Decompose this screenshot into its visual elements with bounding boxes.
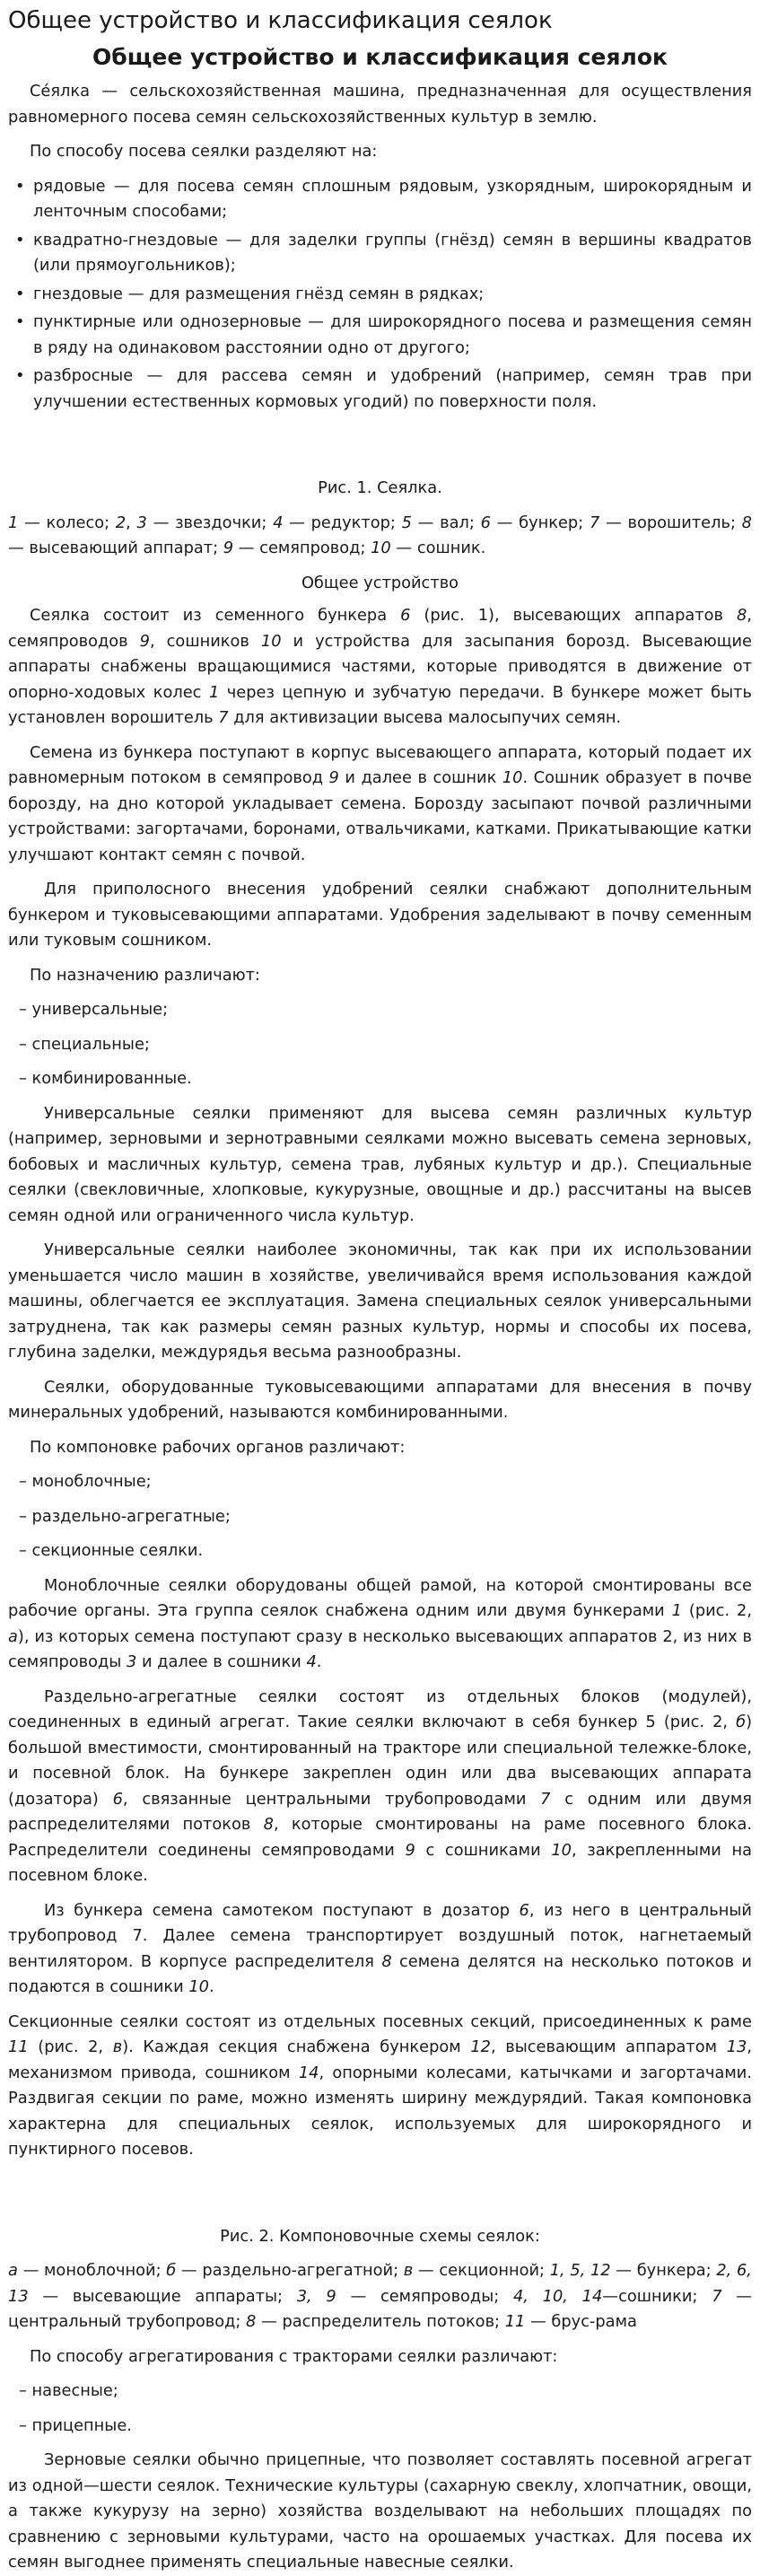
layout-label: По компоновке рабочих органов различают: [30, 1437, 406, 1457]
italic-reference: б [166, 2261, 177, 2280]
italic-reference: 8 [381, 1951, 392, 1971]
italic-reference: 1 [208, 682, 220, 702]
figure-2-caption: Рис. 2. Компоновочные схемы сеялок: [220, 2226, 540, 2246]
figure-1-caption: Рис. 1. Сеялка. [318, 478, 442, 497]
paragraph-monoblock: Моноблочные сеялки оборудованы общей рамой, на которой смонтированы все рабочие органы. Эта группа сеялок снабжена одним или двумя бункерами 1 (рис. 2, а), из которых семена поступают сразу в несколько высевающих аппаратов 2, из них в семяпроводы 3 и далее в сошники 4. [8, 1575, 752, 1671]
italic-reference: 10 [260, 631, 282, 651]
legend-number: 1 [8, 513, 19, 532]
paragraph-sectional: Секционные сеялки состоят из отдельных посевных секций, присоединенных к раме 11 (рис. 2, в). Каждая секция снабжена бункером 12, высевающим аппаратом 13, механизмом привода, сошником 14, опорными колесами, катычками и загортачами. Раздвигая секции по раме, можно изменять ширину междурядий. Такая компоновка характерна для специальных сеялок, используемых для широкорядного и пунктирного посевов. [8, 2011, 752, 2159]
list-item: – моноблочные; [19, 1472, 152, 1491]
sowing-method-label: По способу посева сеялки разделяют на: [30, 142, 378, 161]
italic-reference: 9 [139, 631, 150, 651]
figure-2-legend: а — моноблочной; б — раздельно-агрегатной; в — секционной; 1, 5, 12 — бункера; 2, 6, 13 — высевающие аппараты; 3, 9 — семяпроводы; 4, 10, 14—сошники; 7 — центральный трубопровод; 8 — распределитель потоков; 11 — брус-рама [8, 2261, 753, 2331]
list-item: – специальные; [19, 1034, 150, 1054]
paragraph-grain-seeders: Зерновые сеялки обычно прицепные, что позволяет составлять посевной агрегат из одной—шести сеялок. Технические культуры (сахарную свеклу, хлопчатник, овощи, а также кукурузу на зерно) хозяйства возделывают на небольших площадях по сравнению с зерновыми культурами, часто на орошаемых участках. Для посева их семян выгоднее применять специальные навесные сеялки. [8, 2450, 752, 2572]
italic-reference: 11 [504, 2312, 526, 2331]
section-subheading: Общее устройство [301, 573, 459, 592]
figure-2-placeholder [8, 2172, 752, 2208]
figure-1-placeholder [8, 424, 752, 460]
italic-reference: 10 [502, 768, 523, 787]
italic-reference: б [736, 1713, 747, 1731]
legend-number: 7 [589, 513, 600, 532]
legend-number: 6 [480, 513, 491, 532]
italic-reference: в [112, 2037, 123, 2056]
article-heading: Общее устройство и классификация сеялок [92, 44, 668, 70]
legend-number: 2 [115, 513, 127, 532]
italic-reference: 9 [405, 1840, 415, 1860]
italic-reference: 1, 5, 12 [549, 2261, 611, 2280]
italic-reference: 14 [298, 2063, 319, 2082]
italic-reference: 7 [540, 1789, 551, 1809]
italic-reference: 2, 6, 13 [8, 2261, 752, 2306]
italic-reference: 8 [246, 2312, 257, 2331]
paragraph-general-structure: Сеялка состоит из семенного бункера 6 (рис. 1), высевающих аппаратов 8, семяпроводов 9, сошников 10 и устройства для засыпания борозд. Высевающие аппараты снабжены вращающимися частями, которые приводятся в движение от опорно-ходовых колес 1 через цепную и зубчатую передачи. В бункере может быть установлен ворошитель 7 для активизации высева малосыпучих семян. [8, 606, 752, 727]
intro-text: — сельскохозяйственная машина, предназначенная для осуществления равномерного посева семян сельскохозяйственных культур в землю. [8, 82, 752, 127]
italic-reference: 6 [112, 1789, 123, 1809]
italic-reference: а [8, 2261, 18, 2280]
list-item: – прицепные. [19, 2415, 132, 2435]
list-item: • рядовые — для посева семян сплошным рядовым, узкорядным, широкорядным и ленточным способами; [33, 174, 752, 225]
list-item: – комбинированные. [19, 1069, 192, 1088]
figure-1-legend: 1 — колесо; 2, 3 — звездочки; 4 — редуктор; 5 — вал; 6 — бункер; 7 — ворошитель; 8 — высевающий аппарат; 9 — семяпровод; 10 — сошник. [8, 513, 752, 557]
paragraph-combined: Сеялки, оборудованные туковысевающими аппаратами для внесения в почву минеральных удобрений, называются комбинированными. [8, 1377, 752, 1422]
italic-reference: 12 [470, 2037, 491, 2056]
list-item: • разбросные — для рассева семян и удобрений (например, семян трав при улучшении естественных кормовых угодий) по поверхности поля. [33, 364, 752, 415]
paragraph-universal-1: Универсальные сеялки применяют для высева семян различных культур (например, зерновыми и зернотравными сеялками можно высевать семена зерновых, бобовых и масличных культур, семена трав, лубяных культур и др.). Специальные сеялки (свекловичные, хлопковые, кукурузные, овощные и др.) рассчитаны на высев семян одной или ограниченного числа культур. [8, 1103, 752, 1225]
italic-reference: 7 [218, 708, 229, 727]
italic-reference: 4, 10, 14 [512, 2286, 603, 2306]
italic-reference: 8 [263, 1815, 274, 1834]
list-item: – навесные; [19, 2381, 118, 2400]
paragraph-universal-2: Универсальные сеялки наиболее экономичны, так как при их использовании уменьшается число машин в хозяйстве, увеличивайся время использования каждой машины, облегчается ее эксплуатация. Замена специальных сеялок универсальными затруднена, так как размеры семян разных культур, нормы и способы их посева, глубина заделки, междурядья весьма разнообразны. [8, 1240, 752, 1362]
italic-reference: 10 [188, 1977, 209, 1996]
legend-number: 3 [136, 513, 147, 532]
italic-reference: 9 [328, 768, 339, 787]
list-item: • пунктирные или однозерновые — для широкорядного посева и размещения семян в ряду на одинаковом расстоянии одно от другого; [33, 310, 752, 361]
page-title: Общее устройство и классификация сеялок [8, 7, 553, 34]
intro-term: Се́ялка [30, 82, 91, 101]
italic-reference: 3 [126, 1652, 137, 1671]
list-item: – универсальные; [19, 1000, 169, 1019]
italic-reference: 4 [306, 1652, 317, 1671]
italic-reference: 7 [712, 2286, 722, 2306]
legend-number: 5 [401, 513, 412, 532]
list-item: • квадратно-гнездовые — для заделки группы (гнёзд) семян в вершины квадратов (или прямоугольников); [33, 228, 752, 279]
italic-reference: 1 [671, 1601, 682, 1620]
paragraph-fertilizer: Для приполосного внесения удобрений сеялки снабжают дополнительным бункером и туковысевающими аппаратами. Удобрения заделывают в почву семенным или туковым сошником. [8, 880, 752, 950]
italic-reference: 6 [519, 1900, 529, 1920]
paragraph-seed-flow: Семена из бункера поступают в корпус высевающего аппарата, который подает их равномерным потоком в семяпровод 9 и далее в сошник 10. Сошник образует в почве борозду, на дно которой укладывает семена. Борозду засыпают почвой различными устройствами: загортачами, боронами, отвальчиками, катками. Прикатывающие катки улучшают контакт семян с почвой. [8, 742, 752, 864]
sowing-types-list [8, 174, 752, 416]
intro-paragraph [8, 79, 752, 130]
legend-number: 8 [741, 513, 752, 532]
aggregation-label: По способу агрегатирования с тракторами сеялки различают: [30, 2346, 558, 2366]
italic-reference: 3, 9 [296, 2286, 336, 2306]
paragraph-separate-aggregate: Раздельно-агрегатные сеялки состоят из отдельных блоков (модулей), соединенных в единый агрегат. Такие сеялки включают в себя бункер 5 (рис. 2, б) большой вместимости, смонтированный на тракторе или специальной тележке-блоке, и посевной блок. На бункере закреплен один или два высевающих аппарата (дозатора) 6, связанные центральными трубопроводами 7 с одним или двумя распределителями потоков 8, которые смонтированы на раме посевного блока. Распределители соединены семяпроводами 9 с сошниками 10, закрепленными на посевном блоке. [8, 1687, 753, 1885]
purpose-label: По назначению различают: [30, 965, 260, 985]
italic-reference: 11 [8, 2037, 29, 2056]
italic-reference: в [403, 2261, 414, 2280]
italic-reference: 10 [551, 1840, 572, 1860]
legend-number: 4 [273, 513, 284, 532]
legend-number: 10 [371, 539, 391, 557]
paragraph-seed-transport: Из бункера семена самотеком поступают в дозатор 6, из него в центральный трубопровод 7. Далее семена транспортирует воздушный поток, нагнетаемый вентилятором. В корпусе распределителя 8 семена делятся на несколько потоков и подаются в сошники 10. [8, 1900, 752, 1996]
list-item: – раздельно-агрегатные; [19, 1506, 231, 1526]
italic-reference: 8 [737, 606, 747, 625]
italic-reference: 6 [400, 606, 411, 625]
legend-number: 9 [223, 539, 234, 557]
italic-reference: 13 [726, 2037, 747, 2056]
list-item: • гнездовые — для размещения гнёзд семян в рядках; [33, 282, 752, 308]
italic-reference: а [8, 1626, 18, 1646]
list-item: – секционные сеялки. [19, 1541, 204, 1560]
